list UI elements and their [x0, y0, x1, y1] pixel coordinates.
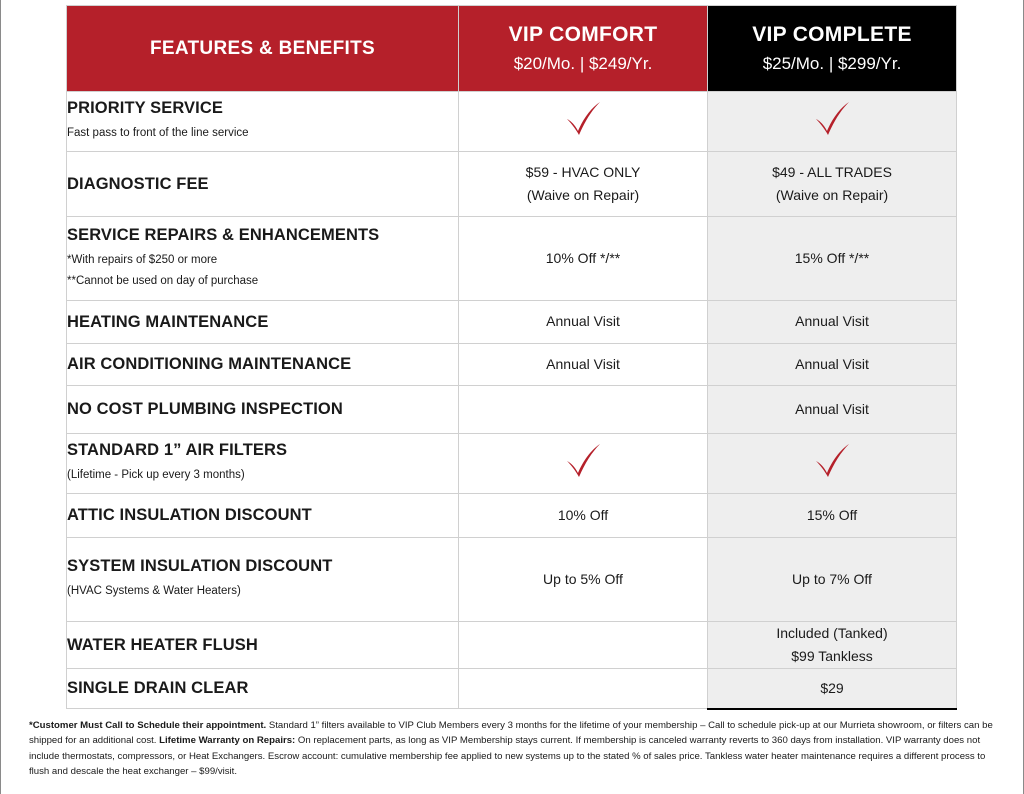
feature-cell [67, 434, 459, 494]
footnote [29, 718, 996, 779]
feature-cell [67, 301, 459, 344]
comfort-cell [459, 386, 708, 434]
feature-title: SERVICE REPAIRS & ENHANCEMENTS [67, 225, 380, 244]
feature-subtitle-2: **Cannot be used on day of purchase [67, 274, 259, 287]
feature-cell [67, 217, 459, 301]
table-header-row [67, 6, 957, 92]
complete-cell: Annual Visit [708, 301, 957, 344]
feature-cell [67, 152, 459, 217]
table-row [67, 669, 957, 709]
comfort-cell [459, 152, 708, 217]
feature-title: NO COST PLUMBING INSPECTION [67, 400, 343, 418]
checkmark-icon [812, 99, 852, 137]
comfort-cell: 10% Off [459, 494, 708, 538]
comfort-cell [459, 669, 708, 709]
table-row [67, 494, 957, 538]
feature-cell [67, 669, 459, 709]
complete-cell [708, 434, 957, 494]
footnote-warranty-text: On replacement parts, as long as VIP Membership stays current. If membership is canceled warranty reverts to 360 days from installation. VIP warranty does not include thermostats, compressors, or Heat Exchangers. Escrow account: cumulative membership fee applied to new systems up to the stated % of sales price. Tankless water heater maintenance requires a different process to flush and descale the heat exchanger – $99/visit. [29, 735, 986, 778]
feature-title: SYSTEM INSULATION DISCOUNT [67, 557, 333, 576]
vip-complete-header [708, 6, 957, 92]
vip-comfort-price: $20/Mo. | $249/Yr. [513, 54, 653, 73]
feature-title: SINGLE DRAIN CLEAR [67, 679, 249, 698]
complete-cell [708, 92, 957, 152]
comfort-cell [459, 622, 708, 669]
feature-cell [67, 494, 459, 538]
feature-cell [67, 386, 459, 434]
comfort-cell: Up to 5% Off [459, 538, 708, 622]
table-row [67, 92, 957, 152]
feature-title: STANDARD 1” AIR FILTERS [67, 441, 288, 460]
comfort-cell: 10% Off */** [459, 217, 708, 301]
table-row [67, 386, 957, 434]
complete-cell: Annual Visit [708, 344, 957, 386]
membership-comparison-table [66, 5, 957, 710]
complete-cell: 15% Off */** [708, 217, 957, 301]
features-header: FEATURES & BENEFITS [67, 6, 459, 92]
complete-cell: $29 [708, 669, 957, 709]
feature-subtitle: (Lifetime - Pick up every 3 months) [67, 469, 245, 482]
feature-cell [67, 538, 459, 622]
vip-comfort-name: VIP COMFORT [508, 23, 658, 46]
comfort-cell [459, 434, 708, 494]
comfort-value-note: (Waive on Repair) [526, 187, 640, 203]
table-row [67, 217, 957, 301]
vip-comfort-header [459, 6, 708, 92]
checkmark-icon [563, 99, 603, 137]
complete-value-note: (Waive on Repair) [775, 187, 889, 203]
feature-subtitle: (HVAC Systems & Water Heaters) [67, 585, 241, 598]
complete-value: $49 - ALL TRADES [772, 163, 892, 180]
complete-cell: Up to 7% Off [708, 538, 957, 622]
vip-complete-name: VIP COMPLETE [752, 23, 912, 46]
complete-cell [708, 152, 957, 217]
table-row [67, 344, 957, 386]
vip-complete-price: $25/Mo. | $299/Yr. [762, 54, 902, 73]
comfort-cell: Annual Visit [459, 344, 708, 386]
table-row [67, 622, 957, 669]
complete-cell: 15% Off [708, 494, 957, 538]
feature-title: HEATING MAINTENANCE [67, 312, 269, 331]
table-row [67, 434, 957, 494]
feature-title: WATER HEATER FLUSH [67, 635, 258, 654]
feature-title: DIAGNOSTIC FEE [67, 174, 209, 193]
table-row [67, 538, 957, 622]
feature-cell [67, 622, 459, 669]
comfort-cell: Annual Visit [459, 301, 708, 344]
complete-cell: Annual Visit [708, 386, 957, 434]
footnote-schedule-note: *Customer Must Call to Schedule their appointment. [29, 720, 267, 731]
comfort-cell [459, 92, 708, 152]
feature-title: PRIORITY SERVICE [67, 99, 223, 118]
feature-cell [67, 92, 459, 152]
complete-cell [708, 622, 957, 669]
feature-title: AIR CONDITIONING MAINTENANCE [67, 355, 352, 373]
feature-subtitle: Fast pass to front of the line service [67, 127, 249, 140]
page-border-left [0, 0, 1, 794]
complete-value: Included (Tanked) [776, 625, 888, 641]
footnote-filters-text: Standard 1” filters available to VIP Club Members every 3 months for the lifetime of your membership – Call to schedule pick-up at our Murrieta showroom, or filters can be shipped for an additional cost. [29, 720, 993, 747]
feature-subtitle: *With repairs of $250 or more [67, 253, 218, 266]
feature-cell [67, 344, 459, 386]
checkmark-icon [812, 441, 852, 479]
complete-value-note: $99 Tankless [791, 648, 873, 665]
footnote-warranty-label: Lifetime Warranty on Repairs: [159, 735, 296, 747]
table-row [67, 152, 957, 217]
table-row [67, 301, 957, 344]
checkmark-icon [563, 441, 603, 479]
feature-title: ATTIC INSULATION DISCOUNT [67, 506, 312, 524]
comfort-value: $59 - HVAC ONLY [525, 163, 641, 180]
